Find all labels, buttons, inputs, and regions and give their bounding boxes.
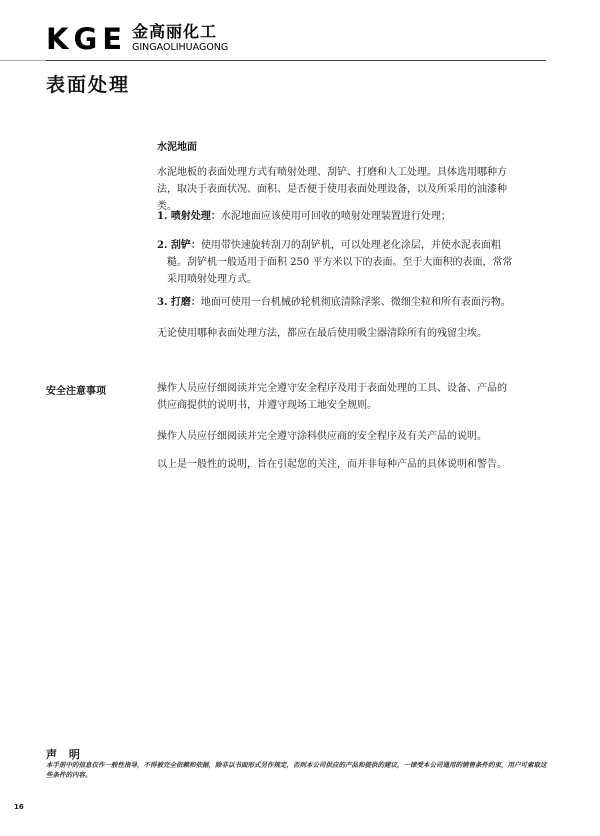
closing-paragraph: 无论使用哪种表面处理方法，都应在最后使用吸尘器清除所有的残留尘埃。: [157, 328, 487, 339]
list-item-label: 1. 喷射处理：: [157, 211, 221, 222]
header-rule: [46, 60, 546, 61]
list-item-text: 使用带快速旋转刮刀的刮铲机，可以处理老化涂层，并使水泥表面粗糙。刮铲机一般适用于面积 250 平方米以下的表面。至于大面积的表面，常常采用喷射处理方式。: [167, 240, 513, 285]
list-item-text: 水泥地面应该使用可回收的喷射处理装置进行处理；: [220, 211, 451, 222]
safety-label: 安全注意事项: [46, 386, 106, 397]
header-rule-left: [0, 60, 46, 61]
list-item-label: 2. 刮铲：: [157, 240, 201, 251]
intro-paragraph: 水泥地板的表面处理方式有喷射处理、刮铲、打磨和人工处理。具体选用哪种方法，取决于表面状况、面积、是否便于使用表面处理设备，以及所采用的油漆种类。: [157, 167, 507, 212]
page-title: 表面处理: [46, 74, 131, 96]
list-item-label: 3. 打磨：: [157, 297, 201, 308]
page-number: 16: [14, 803, 24, 811]
logo-chinese-name: 金高丽化工: [132, 22, 218, 41]
list-item: [157, 237, 517, 288]
safety-paragraph: 以上是一般性的说明，旨在引起您的关注，而并非每种产品的具体说明和警告。: [157, 459, 507, 470]
disclaimer-text: 本手册中的信息仅作一般性指导，不得被完全依赖和依据，除非以书面形式另作规定，否则本公司供应的产品和提供的建议，一律受本公司通用的销售条件约束，用户可索取这些条件的内容。: [46, 761, 547, 779]
list-item: [157, 294, 517, 311]
logo-english-name: GINGAOLIHUAGONG: [132, 42, 229, 53]
safety-paragraph: 操作人员应仔细阅读并完全遵守涂料供应商的安全程序及有关产品的说明。: [157, 431, 487, 442]
section-heading: 水泥地面: [157, 142, 197, 153]
disclaimer-heading: 声 明: [46, 748, 84, 761]
list-item: [157, 208, 517, 225]
list-item-text: 地面可使用一台机械砂轮机彻底清除浮浆、微细尘粒和所有表面污物。: [200, 297, 511, 308]
safety-paragraph: 操作人员应仔细阅读并完全遵守安全程序及用于表面处理的工具、设备、产品的供应商提供的说明书，并遵守现场工地安全规则。: [157, 383, 507, 411]
logo-letters: KGE: [46, 22, 128, 56]
